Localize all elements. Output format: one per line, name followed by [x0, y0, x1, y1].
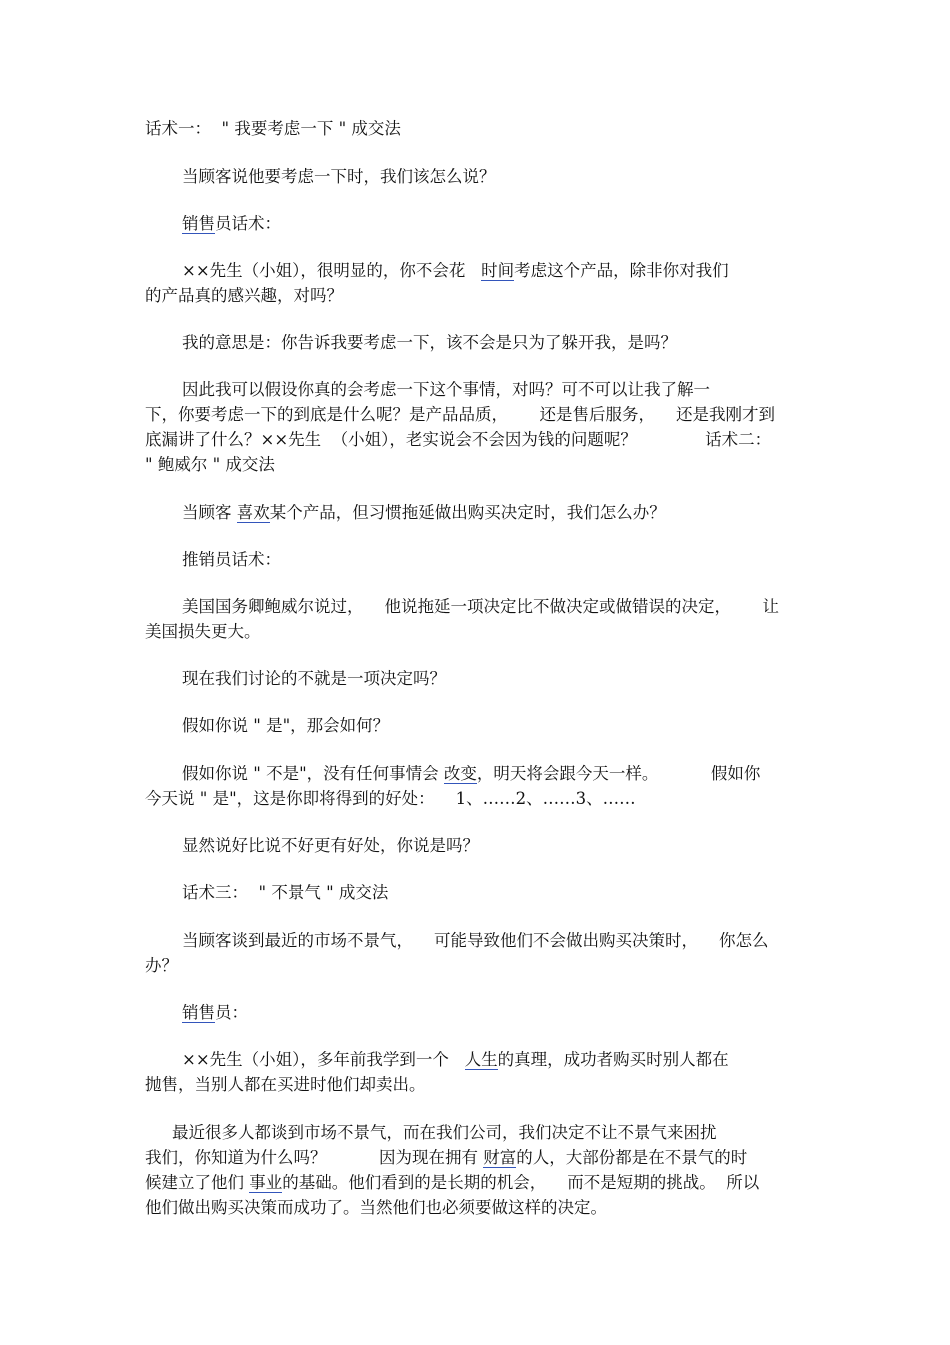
text-line [182, 667, 446, 691]
text-segment: 当顾客 [182, 503, 237, 522]
underlined-term: 销售 [182, 1003, 215, 1022]
text-line [182, 165, 496, 189]
underlined-term: 时间 [481, 261, 515, 280]
text-segment: ，明天将会跟今天一样。 假如你 [476, 764, 761, 783]
text-segment: 我的意思是：你告诉我要考虑一下，该不会是只为了躲开我，是吗？ [182, 333, 677, 352]
text-segment: 办？ [145, 956, 178, 975]
text-segment: 当顾客谈到最近的市场不景气， 可能导致他们不会做出购买决策时， 你怎么 [182, 931, 769, 950]
text-line [182, 331, 677, 355]
text-segment: " 鲍威尔 " 成交法 [145, 455, 275, 474]
text-line [145, 1171, 759, 1195]
text-segment: 假如你说 " 是"，那会如何？ [182, 716, 390, 735]
underlined-term: 人生 [464, 1050, 498, 1069]
text-segment: 员： [215, 1003, 248, 1022]
text-segment: ××先生（小姐），多年前我学到一个 [182, 1050, 465, 1069]
text-line [172, 1121, 717, 1145]
text-segment: 某个产品，但习惯拖延做出购买决定时，我们怎么办？ [269, 503, 666, 522]
text-segment: 因此我可以假设你真的会考虑一下这个事情，对吗？可不可以让我了解一 [182, 380, 710, 399]
underlined-term: 财富 [483, 1148, 517, 1167]
text-line [145, 954, 178, 978]
text-segment: 的真理，成功者购买时别人都在 [497, 1050, 729, 1069]
text-line [182, 378, 710, 402]
text-segment: 员话术： [215, 214, 281, 233]
text-segment: 显然说好比说不好更有好处，你说是吗？ [182, 836, 479, 855]
text-line [182, 929, 768, 953]
text-line [145, 1196, 607, 1220]
text-segment: 底漏讲了什么？××先生 （小姐），老实说会不会因为钱的问题呢？ 话术二： [145, 430, 772, 449]
text-segment: 的人，大部份都是在不景气的时 [516, 1148, 748, 1167]
text-segment: 他们做出购买决策而成功了。当然他们也必须要做这样的决定。 [145, 1198, 607, 1217]
text-segment: 话术三： " 不景气 " 成交法 [182, 883, 389, 902]
text-line [145, 787, 636, 811]
text-segment: 抛售，当别人都在买进时他们却卖出。 [145, 1075, 426, 1094]
text-segment: 今天说 " 是"，这是你即将得到的好处： 1、……2、……3、…… [145, 789, 636, 808]
text-line [145, 620, 261, 644]
text-segment: 美国国务卿鲍威尔说过， 他说拖延一项决定比不做决定或做错误的决定， 让 [182, 597, 779, 616]
text-segment: 假如你说 " 不是"，没有任何事情会 [182, 764, 444, 783]
text-line [145, 1146, 747, 1170]
text-line [182, 1048, 729, 1072]
text-segment: 下，你要考虑一下的到底是什么呢？是产品品质， 还是售后服务， 还是我刚才到 [145, 405, 775, 424]
text-line [145, 1073, 426, 1097]
text-line [182, 595, 779, 619]
text-line [145, 428, 771, 452]
text-line [182, 548, 281, 572]
underlined-term: 改变 [443, 764, 477, 783]
text-line [145, 117, 401, 141]
text-line [182, 881, 388, 905]
underlined-term: 事业 [249, 1173, 283, 1192]
text-segment: 当顾客说他要考虑一下时，我们该怎么说？ [182, 167, 496, 186]
text-segment: 的基础。他们看到的是长期的机会， 而不是短期的挑战。 所以 [282, 1173, 760, 1192]
text-line [182, 762, 760, 786]
text-segment: 最近很多人都谈到市场不景气，而在我们公司，我们决定不让不景气来困扰 [172, 1123, 717, 1142]
text-segment: 我们，你知道为什么吗？ 因为现在拥有 [145, 1148, 484, 1167]
text-line [182, 1001, 248, 1025]
text-line [145, 403, 775, 427]
text-segment: ××先生（小姐），很明显的，你不会花 [182, 261, 482, 280]
underlined-term: 喜欢 [236, 503, 270, 522]
text-line [182, 501, 666, 525]
text-line [182, 714, 389, 738]
underlined-term: 销售 [182, 214, 215, 233]
text-line [145, 284, 343, 308]
text-segment: 候建立了他们 [145, 1173, 250, 1192]
text-segment: 推销员话术： [182, 550, 281, 569]
text-line [145, 453, 275, 477]
text-line [182, 212, 281, 236]
text-line [182, 259, 729, 283]
text-segment: 考虑这个产品，除非你对我们 [514, 261, 729, 280]
text-line [182, 834, 479, 858]
text-segment: 现在我们讨论的不就是一项决定吗？ [182, 669, 446, 688]
text-segment: 的产品真的感兴趣，对吗？ [145, 286, 343, 305]
text-segment: 话术一： " 我要考虑一下 " 成交法 [145, 119, 401, 138]
text-segment: 美国损失更大。 [145, 622, 261, 641]
